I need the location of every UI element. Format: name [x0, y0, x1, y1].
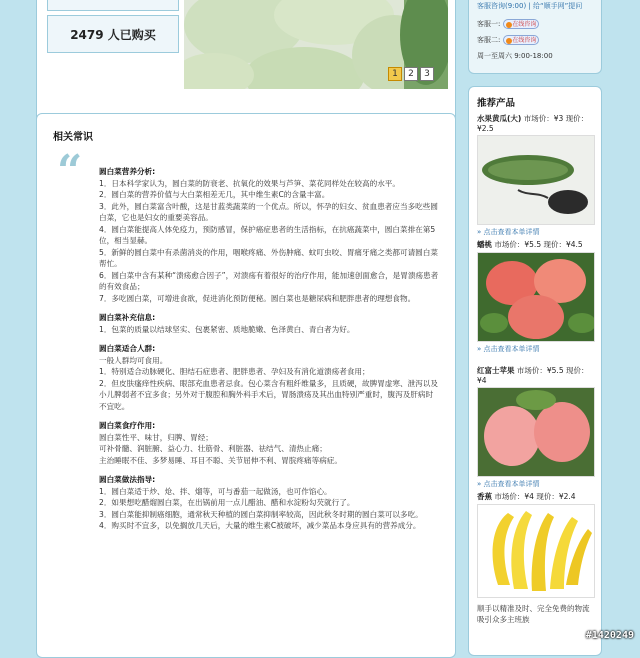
section-line: 5．新鲜的圆白菜中有杀菌消炎的作用，咽喉疼痛、外伤肿痛、蚊叮虫咬、胃痛牙痛之类都可请圆白菜帮忙。 [99, 247, 438, 268]
recommended-products [468, 86, 602, 656]
service-hours: 周一至周六 9:00-18:00 [477, 52, 553, 60]
service-label: 客服二: [477, 36, 501, 44]
service-row [477, 35, 539, 45]
banana-image[interactable] [477, 504, 595, 598]
qq-chat-button[interactable]: 在线咨询 [503, 35, 539, 45]
section-line: 可补骨髓、润脏腑、益心力、壮筋骨、利脏器、祛结气、清热止痛； [99, 444, 327, 453]
product-price: 市场价：¥3 现价：¥2.5 [477, 114, 589, 133]
section-line: 1．包菜的质量以结球坚实、包裹紧密、质地脆嫩、色泽黄白、青白者为好。 [99, 324, 355, 334]
section-line: 1．特别适合动脉硬化、胆结石症患者、肥胖患者、孕妇及有消化道溃疡者食用； [99, 367, 370, 376]
section-line: 2．圆白菜的营养价值与大白菜相差无几，其中维生素C的含量丰富。 [99, 190, 330, 199]
section-heading: 圆白菜补充信息: [99, 313, 156, 322]
deal-info-box [47, 0, 179, 11]
product-detail-link[interactable]: » 点击查看本单详情 [477, 345, 540, 353]
gallery-page-2[interactable]: 2 [404, 67, 418, 81]
knowledge-panel [36, 113, 456, 658]
service-links[interactable]: 客服咨询(9:00) | 给“顺手网”提问 [477, 2, 583, 10]
section-line: 2．如果想吃醋熘圆白菜，在出锅前用一点儿醋油、醋和水淀粉勾芡就行了。 [99, 498, 355, 507]
section-line: 1．圆白菜适于炒、炝、拌、熘等，可与番茄一起做汤，也可作馅心。 [99, 486, 332, 496]
apple-image[interactable] [477, 387, 595, 477]
watermark: #1420249 [585, 630, 634, 641]
product-name[interactable]: 蟠桃 [477, 240, 492, 249]
product-name[interactable]: 水果黄瓜(大) [477, 114, 522, 123]
product-card-banana[interactable] [477, 491, 597, 598]
section-line: 4．圆白菜能提高人体免疫力，预防感冒，保护癌症患者的生活指标，在抗癌蔬菜中，圆白菜排在第5位，相当显赫。 [99, 224, 436, 245]
purchase-count: 2479 人已购买 [47, 15, 179, 53]
section-line: 6．圆白菜中含有某种“溃疡愈合因子”，对溃疡有着很好的治疗作用，能加速创面愈合，是胃溃疡患者的有效食品； [99, 270, 439, 291]
product-price: 市场价：¥5.5 现价：¥4 [477, 366, 589, 385]
cucumber-image[interactable] [477, 135, 595, 225]
product-price: 市场价：¥5.5 现价：¥4.5 [494, 240, 583, 249]
section-line: 一般人群均可食用。 [99, 355, 168, 365]
product-card-apple[interactable] [477, 365, 597, 489]
customer-service-box [468, 0, 602, 74]
product-card-peach[interactable] [477, 239, 597, 354]
section-heading: 圆白菜营养分析: [99, 167, 156, 176]
peach-image[interactable] [477, 252, 595, 342]
gallery-pager [388, 67, 434, 81]
product-card-cucumber[interactable] [477, 113, 597, 237]
section-line: 主治睡眠不佳、多梦易睡、耳目不聪、关节屈伸不利、胃脘疼痛等病症。 [99, 455, 342, 465]
product-detail-link[interactable]: » 点击查看本单详情 [477, 228, 540, 236]
product-price: 市场价：¥4 现价：¥2.4 [494, 492, 576, 501]
deal-summary-panel [36, 0, 456, 122]
quote-mark-icon: “ [57, 146, 83, 197]
product-detail-link[interactable]: » 点击查看本单详情 [477, 480, 540, 488]
section-line: 4．购买时不宜多，以免搁放几天后，大量的维生素C被破坏，减少菜品本身应具有的营养成分。 [99, 521, 421, 530]
section-line: 1．日本科学家认为，圆白菜的防衰老、抗氧化的效果与芦笋、菜花同样处在较高的水平。 [99, 178, 400, 188]
product-name[interactable]: 香蕉 [477, 492, 492, 501]
service-label: 客服一: [477, 20, 501, 28]
product-gallery[interactable] [184, 0, 448, 89]
service-row [477, 19, 539, 29]
section-line: 3．此外，圆白菜富含叶酸，这是甘蓝类蔬菜的一个优点。所以，怀孕的妇女、贫血患者应当多吃些圆白菜，它也是妇女的重要美容品。 [99, 201, 438, 222]
qq-chat-button[interactable]: 在线咨询 [503, 19, 539, 29]
promo-text: 顺手以精准及时、完全免费的物流吸引众多主班族 [477, 604, 590, 624]
gallery-page-3[interactable]: 3 [420, 67, 434, 81]
gallery-page-1[interactable]: 1 [388, 67, 402, 81]
knowledge-title: 相关常识 [53, 132, 93, 143]
section-line: 7．多吃圆白菜，可增进食欲，促进消化预防便秘。圆白菜也是糖尿病和肥胖患者的理想食物。 [99, 293, 416, 303]
section-heading: 圆白菜适合人群: [99, 344, 156, 353]
section-line: 圆白菜性平、味甘，归脾、胃经； [99, 432, 213, 442]
section-line: 2．但皮肤瘙痒性疾病、眼部充血患者忌食。包心菜含有粗纤维量多，且质硬，故脾胃虚寒、泄泻以及小儿脾弱者不宜多食；另外对于腹腔和胸外科手术后，胃肠溃疡及其出血特别严重时，腹泻及肝病时不宜吃。 [99, 378, 438, 411]
section-line: 3．圆白菜能抑制癌细胞，通常秋天种植的圆白菜抑制率较高，因此秋冬时期的圆白菜可以多吃。 [99, 509, 423, 519]
section-heading: 圆白菜食疗作用: [99, 421, 156, 430]
knowledge-content [99, 166, 439, 532]
section-heading: 圆白菜做法指导: [99, 475, 156, 484]
recommend-title: 推荐产品 [477, 98, 516, 109]
product-name[interactable]: 红富士苹果 [477, 366, 515, 375]
